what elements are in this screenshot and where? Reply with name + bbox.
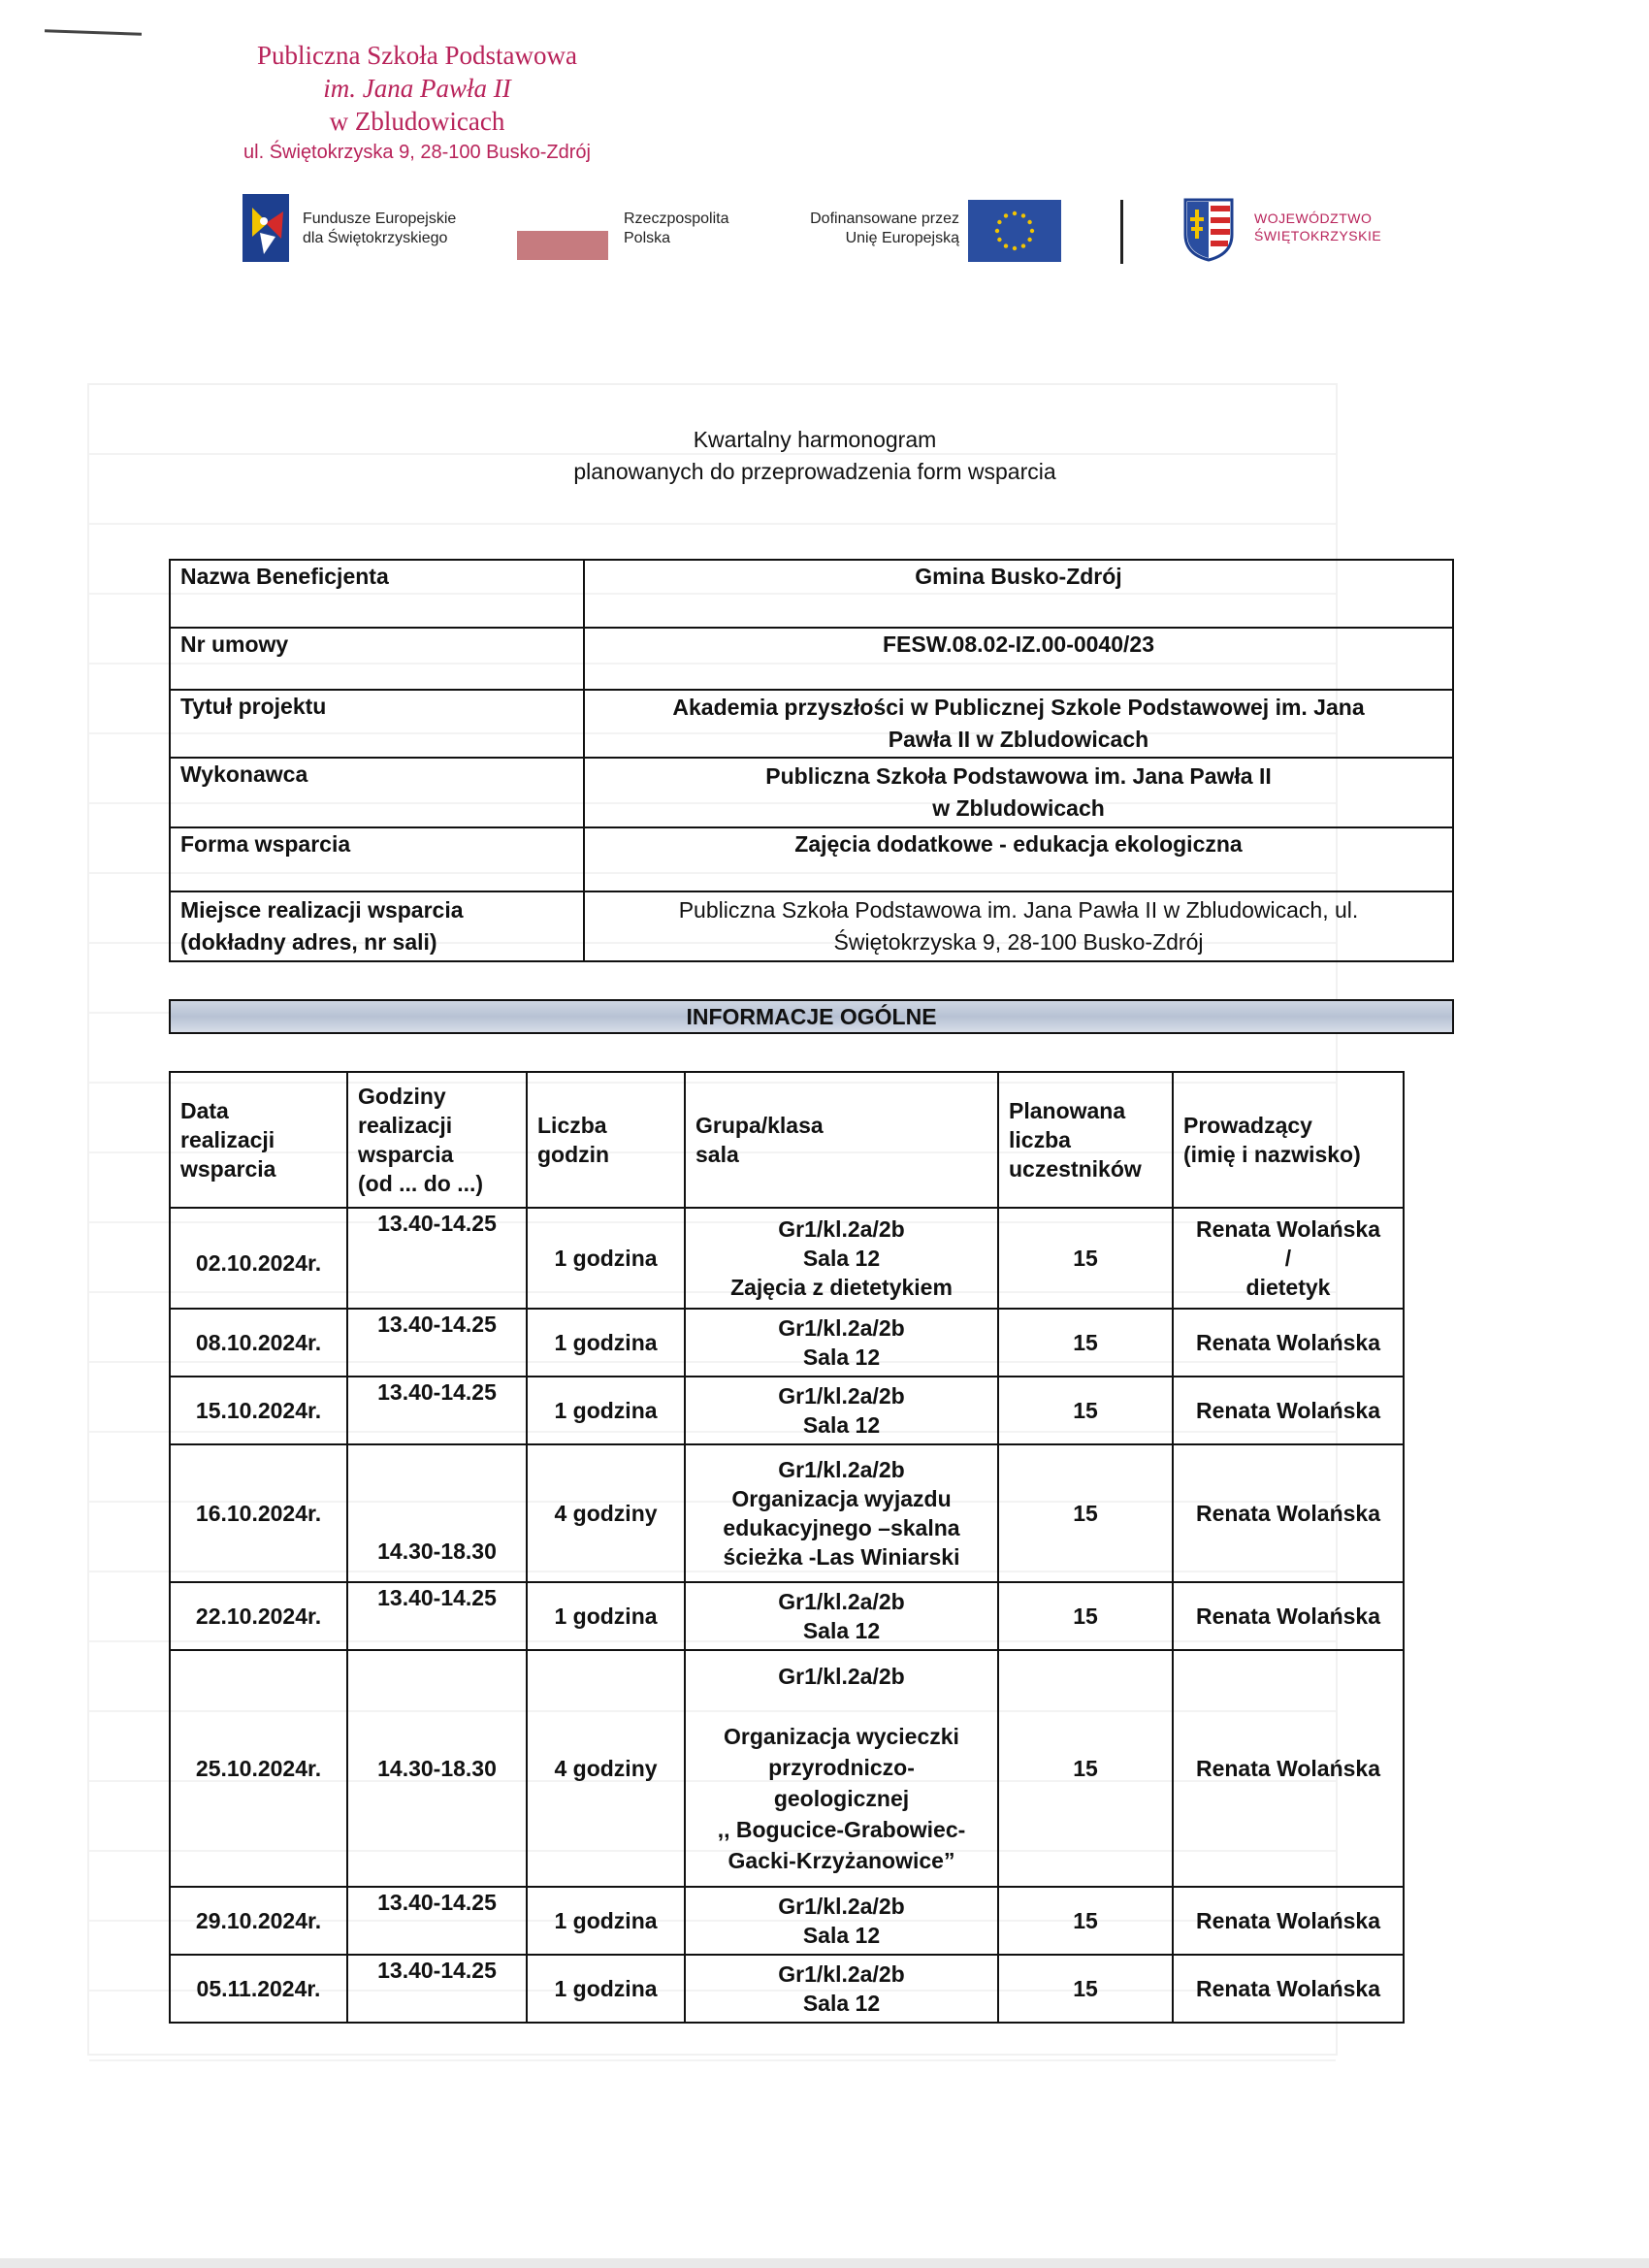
row-lead: Renata Wolańska — [1173, 1887, 1404, 1955]
header-hours: Godziny realizacji wsparcia (od ... do ...) — [347, 1072, 527, 1208]
row-hours: 14.30-18.30 — [347, 1650, 527, 1887]
row-participants: 15 — [998, 1444, 1173, 1582]
info-value: FESW.08.02-IZ.00-0040/23 — [584, 628, 1453, 690]
schedule-row — [170, 1887, 1404, 1955]
schedule-row — [170, 1650, 1404, 1887]
info-key: Tytuł projektu — [170, 690, 584, 758]
info-key: Forma wsparcia — [170, 827, 584, 891]
rp-line-1: Rzeczpospolita — [624, 211, 729, 227]
stamp-line-2: im. Jana Pawła II — [323, 74, 511, 103]
schedule-row — [170, 1444, 1404, 1582]
row-hours: 13.40-14.25 — [347, 1309, 527, 1377]
info-key-line-1: Miejsce realizacji wsparcia — [180, 897, 464, 923]
eu-funding-text — [783, 210, 959, 248]
project-info-table — [169, 559, 1454, 962]
info-row — [170, 758, 1453, 827]
header-participants: Planowana liczba uczestników — [998, 1072, 1173, 1208]
general-info-header: INFORMACJE OGÓLNE — [169, 999, 1454, 1034]
scan-edge — [0, 2258, 1649, 2268]
swietokrzyskie-crest-icon — [1183, 198, 1234, 262]
title-line-2: planowanych do przeprowadzenia form wsparcia — [573, 459, 1056, 484]
info-value: Gmina Busko-Zdrój — [584, 560, 1453, 628]
stamp-line-3: w Zbludowicach — [329, 107, 505, 136]
row-group: Gr1/kl.2a/2b Sala 12 — [685, 1887, 998, 1955]
row-hours: 13.40-14.25 — [347, 1208, 527, 1309]
header-date: Data realizacji wsparcia — [170, 1072, 347, 1208]
row-date: 16.10.2024r. — [170, 1444, 347, 1582]
rzeczpospolita-text — [624, 210, 729, 248]
schedule-row — [170, 1309, 1404, 1377]
row-lead: Renata Wolańska — [1173, 1377, 1404, 1444]
info-value-line-1: Akademia przyszłości w Publicznej Szkole Podstawowej im. Jana — [672, 695, 1365, 720]
stamp-line-4: ul. Świętokrzyska 9, 28-100 Busko-Zdrój — [243, 142, 591, 163]
row-date: 22.10.2024r. — [170, 1582, 347, 1650]
row-participants: 15 — [998, 1208, 1173, 1309]
header-count: Liczba godzin — [527, 1072, 685, 1208]
row-hours: 14.30-18.30 — [347, 1444, 527, 1582]
info-value-line-2: Pawła II w Zbludowicach — [888, 727, 1149, 752]
info-row — [170, 827, 1453, 891]
schedule-row — [170, 1582, 1404, 1650]
row-count: 1 godzina — [527, 1582, 685, 1650]
row-date: 29.10.2024r. — [170, 1887, 347, 1955]
row-group: Gr1/kl.2a/2b Organizacja wyjazdu edukacyjnego –skalna ścieżka -Las Winiarski — [685, 1444, 998, 1582]
row-lead: Renata Wolańska — [1173, 1650, 1404, 1887]
row-lead: Renata Wolańska — [1173, 1582, 1404, 1650]
info-row — [170, 891, 1453, 961]
row-hours: 13.40-14.25 — [347, 1377, 527, 1444]
stamp-line-1: Publiczna Szkoła Podstawowa — [257, 41, 577, 70]
scan-artifact — [45, 29, 142, 35]
row-participants: 15 — [998, 1377, 1173, 1444]
row-count: 4 godziny — [527, 1650, 685, 1887]
info-row — [170, 690, 1453, 758]
wojewodztwo-text — [1254, 210, 1381, 244]
rp-line-2: Polska — [624, 230, 671, 246]
row-date: 25.10.2024r. — [170, 1650, 347, 1887]
row-count: 1 godzina — [527, 1887, 685, 1955]
info-value-line-1: Publiczna Szkoła Podstawowa im. Jana Pawła II — [765, 763, 1272, 789]
title-line-1: Kwartalny harmonogram — [693, 427, 937, 452]
info-row — [170, 560, 1453, 628]
info-value: Zajęcia dodatkowe - edukacja ekologiczna — [584, 827, 1453, 891]
funding-logos-bar — [242, 194, 1382, 272]
info-value-line-1: Publiczna Szkoła Podstawowa im. Jana Pawła II w Zbludowicach, ul. — [678, 897, 1359, 923]
fundusze-europejskie-logo-icon — [242, 194, 289, 262]
ws-line-1: WOJEWÓDZTWO — [1254, 211, 1373, 226]
logo-separator — [1120, 200, 1123, 264]
row-hours: 13.40-14.25 — [347, 1955, 527, 2023]
row-lead: Renata Wolańska — [1173, 1955, 1404, 2023]
row-hours: 13.40-14.25 — [347, 1582, 527, 1650]
info-key — [170, 891, 584, 961]
row-count: 1 godzina — [527, 1208, 685, 1309]
row-count: 1 godzina — [527, 1377, 685, 1444]
polish-flag-icon — [517, 204, 608, 262]
row-participants: 15 — [998, 1650, 1173, 1887]
info-key-line-2: (dokładny adres, nr sali) — [180, 929, 437, 955]
info-value-line-2: w Zbludowicach — [932, 795, 1105, 821]
row-participants: 15 — [998, 1582, 1173, 1650]
schedule-row — [170, 1377, 1404, 1444]
uni-line-1: Dofinansowane przez — [810, 211, 959, 227]
eu-flag-icon — [968, 200, 1061, 262]
schedule-row — [170, 1208, 1404, 1309]
row-count: 4 godziny — [527, 1444, 685, 1582]
info-value — [584, 690, 1453, 758]
schedule-table — [169, 1071, 1405, 2024]
info-row — [170, 628, 1453, 690]
school-stamp — [233, 39, 601, 167]
row-count: 1 godzina — [527, 1955, 685, 2023]
row-lead: Renata Wolańska — [1173, 1444, 1404, 1582]
row-date: 02.10.2024r. — [170, 1208, 347, 1309]
row-group: Gr1/kl.2a/2b Organizacja wycieczki przyrodniczo- geologicznej ,, Bogucice-Grabowiec- Gacki-Krzyżanowice” — [685, 1650, 998, 1887]
row-date: 15.10.2024r. — [170, 1377, 347, 1444]
ws-line-2: ŚWIĘTOKRZYSKIE — [1254, 228, 1382, 243]
fe-line-2: dla Świętokrzyskiego — [303, 230, 448, 246]
row-participants: 15 — [998, 1955, 1173, 2023]
schedule-header-row — [170, 1072, 1404, 1208]
row-participants: 15 — [998, 1309, 1173, 1377]
document-title — [427, 424, 1203, 488]
row-group: Gr1/kl.2a/2b Sala 12 — [685, 1377, 998, 1444]
row-group: Gr1/kl.2a/2b Sala 12 — [685, 1582, 998, 1650]
row-date: 05.11.2024r. — [170, 1955, 347, 2023]
row-group: Gr1/kl.2a/2b Sala 12 — [685, 1955, 998, 2023]
info-value-line-2: Świętokrzyska 9, 28-100 Busko-Zdrój — [833, 929, 1204, 955]
schedule-row — [170, 1955, 1404, 2023]
row-hours: 13.40-14.25 — [347, 1887, 527, 1955]
info-key: Nazwa Beneficjenta — [170, 560, 584, 628]
fe-line-1: Fundusze Europejskie — [303, 211, 457, 227]
row-group: Gr1/kl.2a/2b Sala 12 — [685, 1309, 998, 1377]
uni-line-2: Unię Europejską — [845, 230, 959, 246]
row-group: Gr1/kl.2a/2b Sala 12 Zajęcia z dietetykiem — [685, 1208, 998, 1309]
row-participants: 15 — [998, 1887, 1173, 1955]
row-lead: Renata Wolańska — [1173, 1309, 1404, 1377]
fundusze-europejskie-text — [303, 210, 456, 248]
info-value — [584, 891, 1453, 961]
row-count: 1 godzina — [527, 1309, 685, 1377]
header-group: Grupa/klasa sala — [685, 1072, 998, 1208]
row-date: 08.10.2024r. — [170, 1309, 347, 1377]
info-value — [584, 758, 1453, 827]
row-lead: Renata Wolańska / dietetyk — [1173, 1208, 1404, 1309]
header-lead: Prowadzący (imię i nazwisko) — [1173, 1072, 1404, 1208]
info-key: Wykonawca — [170, 758, 584, 827]
info-key: Nr umowy — [170, 628, 584, 690]
